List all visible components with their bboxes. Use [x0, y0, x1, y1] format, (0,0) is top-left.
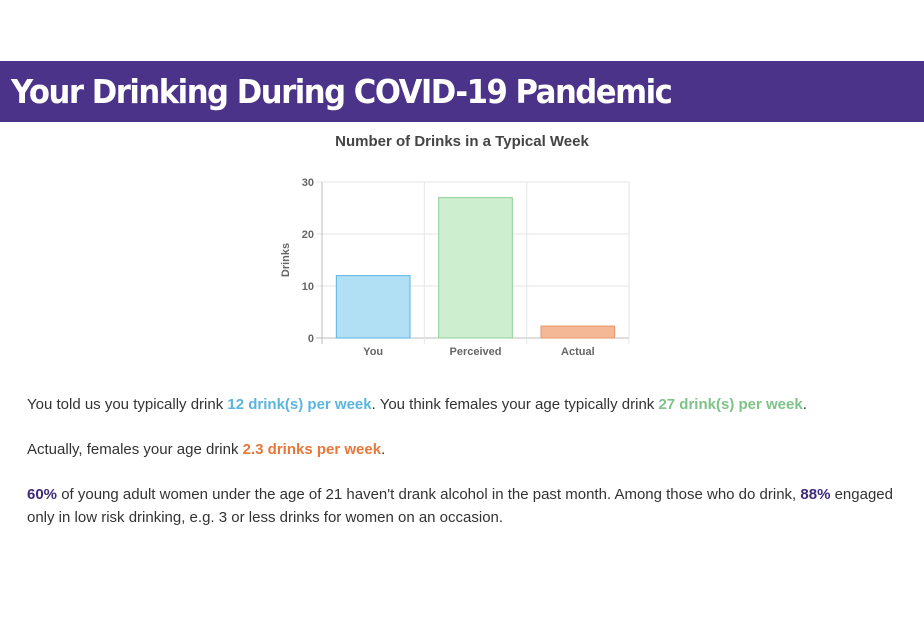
- low-risk-percentage: 88%: [800, 486, 831, 503]
- summary-text: Actually, females your age drink: [27, 441, 243, 458]
- x-tick-label: You: [363, 346, 384, 358]
- y-tick-label: 10: [301, 281, 314, 293]
- bar-actual: [541, 326, 615, 338]
- x-tick-label: Perceived: [449, 346, 502, 358]
- perceived-drinks-value: 27 drink(s) per week: [658, 396, 803, 413]
- x-tick-label: Actual: [561, 346, 595, 358]
- summary-text: engaged only in low risk drinking, e.g. 3 or less drinks for women on an occasion.: [27, 486, 893, 526]
- bar-perceived: [439, 198, 513, 338]
- bar-you: [336, 276, 410, 338]
- page-title: Your Drinking During COVID-19 Pandemic: [11, 72, 672, 111]
- y-axis-label: Drinks: [280, 242, 292, 278]
- summary-paragraph-you-vs-perceived: [27, 393, 897, 416]
- chart-title: Number of Drinks in a Typical Week: [335, 133, 589, 150]
- summary-text: You told us you typically drink: [27, 396, 228, 413]
- y-tick-label: 20: [301, 229, 314, 241]
- abstain-percentage: 60%: [27, 486, 58, 503]
- summary-paragraph-statistics: [27, 483, 897, 529]
- y-tick-label: 0: [307, 333, 314, 345]
- summary-text: .: [381, 441, 386, 458]
- you-drinks-value: 12 drink(s) per week: [227, 396, 372, 413]
- summary-text: of young adult women under the age of 21 haven't drank alcohol in the past month. Among those who do drink,: [57, 486, 801, 503]
- actual-drinks-value: 2.3 drinks per week: [242, 441, 382, 458]
- y-tick-label: 30: [301, 177, 314, 189]
- summary-text: . You think females your age typically drink: [371, 396, 659, 413]
- summary-text: .: [802, 396, 807, 413]
- summary-paragraph-actual: [27, 438, 897, 461]
